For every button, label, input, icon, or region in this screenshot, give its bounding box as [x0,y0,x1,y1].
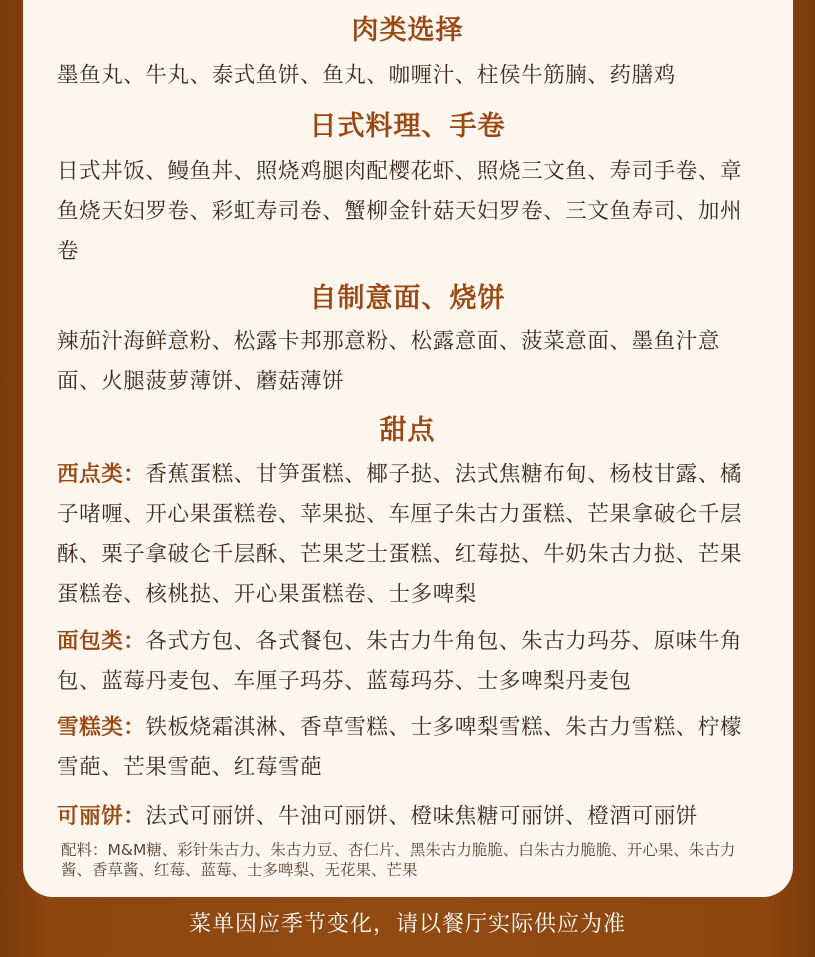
dessert-icecream [57,708,762,788]
dessert-bread-label: 面包类： [57,629,146,654]
section-title-dessert: 甜点 [379,415,436,446]
dessert-bread [57,622,762,702]
dessert-pastry [57,455,762,615]
section-title-pasta: 自制意面、烧饼 [309,283,506,314]
dessert-icecream-text: 铁板烧霜淇淋、香草雪糕、士多啤梨雪糕、朱古力雪糕、柠檬雪葩、芒果雪葩、红莓雪葩 [57,715,743,780]
toppings-note: 配料：M&M糖、彩针朱古力、朱古力豆、杏仁片、黑朱古力脆脆、白朱古力脆脆、开心果、朱古力酱、香草酱、红莓、蓝莓、士多啤梨、无花果、芒果 [61,841,736,879]
footer-notice: 菜单因应季节变化，请以餐厅实际供应为准 [188,912,626,937]
section-title-meat: 肉类选择 [351,15,464,46]
section-title-japanese: 日式料理、手卷 [309,111,506,142]
dessert-pastry-text: 香蕉蛋糕、甘笋蛋糕、椰子挞、法式焦糖布甸、杨枝甘露、橘子啫喱、开心果蛋糕卷、苹果挞、车厘子朱古力蛋糕、芒果拿破仑千层酥、栗子拿破仑千层酥、芒果芝士蛋糕、红莓挞、牛奶朱古力挞、芒果蛋糕卷、核桃挞、开心果蛋糕卷、士多啤梨 [57,462,743,607]
section-text-japanese: 日式丼饭、鳗鱼丼、照烧鸡腿肉配樱花虾、照烧三文鱼、寿司手卷、章鱼烧天妇罗卷、彩虹寿司卷、蟹柳金针菇天妇罗卷、三文鱼寿司、加州卷 [57,159,743,264]
dessert-crepe-text: 法式可丽饼、牛油可丽饼、橙味焦糖可丽饼、橙酒可丽饼 [145,804,698,829]
dessert-crepe [57,797,762,837]
section-text-pasta: 辣茄汁海鲜意粉、松露卡邦那意粉、松露意面、菠菜意面、墨鱼汁意面、火腿菠萝薄饼、蘑菇薄饼 [57,329,721,394]
dessert-bread-text: 各式方包、各式餐包、朱古力牛角包、朱古力玛芬、原味牛角包、蓝莓丹麦包、车厘子玛芬、蓝莓玛芬、士多啤梨丹麦包 [57,629,743,694]
dessert-pastry-label: 西点类： [57,462,146,487]
dessert-icecream-label: 雪糕类： [57,715,146,740]
section-text-meat: 墨鱼丸、牛丸、泰式鱼饼、鱼丸、咖喱汁、柱侯牛筋腩、药膳鸡 [57,63,676,88]
dessert-crepe-label: 可丽饼： [57,804,146,829]
